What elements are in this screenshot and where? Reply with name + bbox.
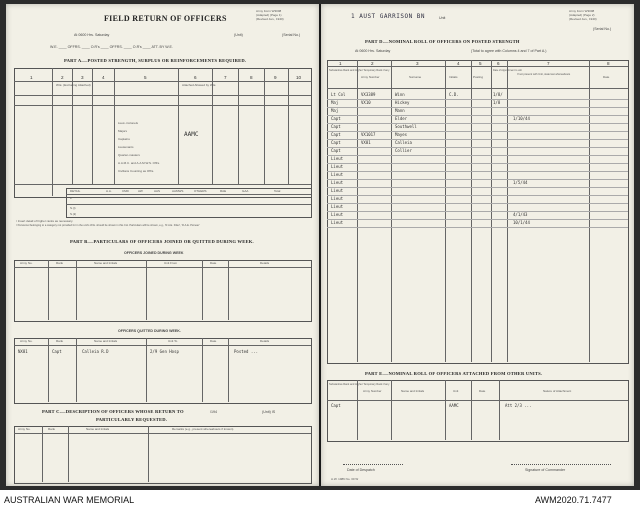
table-cell: Lieut [331,164,344,169]
form-title: FIELD RETURN OF OFFICERS [104,14,227,23]
col-8: 8 [250,75,253,80]
part-c-unit: (Unit) IS [262,410,276,414]
table-row [327,171,628,172]
quitted-col-name: Name and Initials [94,339,118,343]
table-cell: Capt [331,140,341,145]
d-head-rank: Substantive Rank and Higher Temporary Rank if any [329,69,390,72]
part-a-title: PART A.—POSTED STRENGTH, SURPLUS OR REINFORCEMENTS REQUIRED. [64,58,247,63]
rank-qm: Quarter-masters [118,153,140,157]
rank-majors: Majors [118,129,128,133]
quitted-row-unit: 2/9 Gen Hosp [150,349,179,354]
detail-row-f: F. [70,196,73,200]
table-cell: Maj [331,100,339,105]
col-2: 2 [61,75,64,80]
rank-aamc: A.A.M.C. and A.A.M.W.S. Offrs. [118,161,160,165]
quitted-col-details: Details [260,339,270,343]
quitted-title: OFFICERS QUITTED DURING WEEK. [118,329,181,333]
table-cell: 1/8 [493,100,501,105]
detail-rae: RAE [220,189,227,193]
joined-col-name: Name and Initials [94,261,118,265]
table-cell: Hickey [395,100,410,105]
detail-head: DETAIL [70,189,81,193]
footer [0,490,640,510]
quitted-col-unit: Unit To [168,339,178,343]
part-c-col-rank: Rank [48,427,56,431]
quitted-row-armyno: NX81 [18,349,28,354]
joined-title: OFFICERS JOINED DURING WEEK [124,251,184,255]
part-d-title: PART D.—NOMINAL ROLL OF OFFICERS ON POSTED STRENGTH [365,39,520,44]
quitted-row-details: Posted ... [234,349,259,354]
part-d-line: At 0600 Hrs. Saturday [355,49,391,53]
table-row [327,219,628,220]
table-cell: 1/8/ [493,92,503,97]
d-col-7: 7 [547,61,550,66]
detail-total: Total [274,189,281,193]
rank-ltcol: Lieut.-Colonels [118,121,139,125]
e-head-unit: Unit [453,389,459,393]
col-9: 9 [274,75,277,80]
rank-lieutenants: Lieutenants [118,145,134,149]
part-a-table [14,68,312,198]
table-row [327,107,628,108]
rank-civilians: Civilians Counting as Offrs. [118,169,155,173]
d-head-posting: Posting [473,75,484,79]
table-cell: 4/1/43 [513,212,528,217]
d-col-6: 6 [497,61,500,66]
subhead-we: W.E. (Excluding Attached) [56,83,91,87]
joined-col-details: Details [260,261,270,265]
table-cell: Lieut [331,212,344,217]
part-c-title: PART C.—DESCRIPTION OF OFFICERS WHOSE RETURN TO [42,409,184,414]
table-cell: Collier [395,148,412,153]
d-head-surname: Surname [409,75,422,79]
d-col-1: 1 [339,61,342,66]
table-row [327,211,628,212]
we-line: W.E. ____ OFFRS. ____ O.R's ____ OFFRS. ____ O.R's ____ ATT. BY W.E. [50,45,173,49]
table-cell: Capt [331,116,341,121]
d-head-initials: Initials [449,75,458,79]
handwritten-aamc: AAMC [184,131,199,138]
right-page [321,4,634,486]
joined-col-armyno: Army No. [20,261,33,265]
d-col-4: 4 [457,61,460,66]
detail-cmd: CMD [122,189,129,193]
part-a-note-2: ² Personnel belonging to a category not provided for in the unit's W.E. should be shown in this Col. Particulars will be shown, e.g., 'R.A.E. Fitter', 'R.A.E. Pioneer' [16,224,200,227]
col-3: 3 [81,75,84,80]
serial-label: (Serial No.) [282,33,301,37]
table-cell: Calleia [395,140,412,145]
table-cell: Mann [395,108,405,113]
unit-label: (Unit) [234,33,243,37]
detail-aw: AW [138,189,143,193]
col-7: 7 [224,75,227,80]
detail-aa: A.A. [106,189,112,193]
table-cell: Lieut [331,204,344,209]
quitted-col-date: Date [210,339,217,343]
unit-line: At 0600 Hrs. Saturday [74,33,110,37]
table-row [327,99,628,100]
table-cell: Lieut [331,172,344,177]
form-ref-right-2: (Adapted) (Page 2) [569,13,595,17]
table-cell: Maj [331,108,339,113]
table-cell: Mayes [395,132,408,137]
quitted-col-rank: Rank [56,339,64,343]
quitted-row-rank: Capt [52,349,62,354]
e-head-date: Date [479,389,486,393]
quitted-row-name: Calleia R.D [82,349,109,354]
form-ref-right-3: (Revised Jan., 1940) [569,17,597,21]
footer-accession: AWM2020.71.7477 [535,495,612,505]
table-row [327,187,628,188]
e-row-unit: AAMC [449,403,459,408]
table-cell: 1/10/44 [513,116,530,121]
e-head-nature: Nature of Attachment [543,389,572,393]
table-row [327,163,628,164]
unit-label-right: Unit [439,16,446,20]
table-row [327,115,628,116]
serial-label-right: (Serial No.) [593,27,612,31]
col-5: 5 [144,75,147,80]
d-col-3: 3 [416,61,419,66]
table-cell: 10/1/44 [513,220,530,225]
part-c-col-remarks: Remarks (e.g., present whereabouts if known) [172,427,234,431]
table-cell: Capt [331,132,341,137]
table-cell: VX81 [361,140,371,145]
part-c-title2: PARTICULARLY REQUESTED. [96,417,168,422]
col-4: 4 [102,75,105,80]
e-head-name: Name and Initials [401,389,425,393]
form-ref-3: (Revised Jan., 1940) [256,17,284,21]
part-c-col-name: Name and Initials [86,427,110,431]
d-head-whereabouts: If not present with Unit, state last whereabouts [517,73,571,76]
table-cell: Winn [395,92,405,97]
detail-aas: AAS [154,189,161,193]
col-1: 1 [30,75,33,80]
form-ref-1: Army Form W3008 [256,9,282,13]
table-row [327,139,628,140]
joined-table [14,260,312,322]
d-col-8: 8 [607,61,610,66]
table-cell: 1/5/44 [513,180,528,185]
joined-col-unit: Unit From [164,261,178,265]
form-code: A.W. 1986 No. 30 W [331,477,359,481]
e-row-nature: Att 2/3 ... [505,403,532,408]
table-cell: Elder [395,116,408,121]
d-head-armyno: Army Number [361,75,380,79]
table-row [327,203,628,204]
signature-label: Signature of Commander [525,468,566,472]
table-cell: Capt [331,148,341,153]
left-page [6,4,319,486]
part-a-note-1: ¹ Insert detail of higher ranks as necessary. [16,219,74,223]
e-head-rank: Substantive Rank and Higher Temporary Rank if any [329,383,390,386]
joined-col-date: Date [210,261,217,265]
table-cell: VX10 [361,100,371,105]
detail-aamws: AAMWS [172,189,184,193]
part-c-table [14,426,312,484]
table-cell: Lieut [331,196,344,201]
part-b-title: PART B.—PARTICULARS OF OFFICERS JOINED OR QUITTED DURING WEEK. [70,239,254,244]
part-c-col-armyno: Army No. [18,427,31,431]
col-6: 6 [194,75,197,80]
part-d-table [327,60,629,364]
rank-captains: Captains [118,137,130,141]
subhead-attached: Attached Allowed by W.E. [182,83,217,87]
d-col-5: 5 [479,61,482,66]
table-cell: C.D. [449,92,459,97]
table-cell: Capt [331,124,341,129]
form-ref-right-1: Army Form W3008 [569,9,595,13]
detail-others: OTHERS [194,189,207,193]
d-head-doa: Date of Appointment to unit [493,69,522,72]
joined-col-rank: Rank [56,261,64,265]
d-head-date: Date [603,75,610,79]
part-c-year: /194 [210,410,217,414]
table-row [327,195,628,196]
date-of-despatch: Date of Despatch [347,468,375,472]
detail-row-s1: S.(i) [70,206,76,210]
unit-heading: 1 AUST GARRISON BN [351,13,426,20]
e-head-armyno: Army Number [363,389,382,393]
e-row-rank: Capt [331,403,341,408]
table-cell: Southwell [395,124,417,129]
form-ref-2: (Adapted) (Page 1) [256,13,282,17]
table-cell: Lieut [331,220,344,225]
table-row [327,147,628,148]
col-10: 10 [296,75,302,80]
table-row [327,179,628,180]
table-row [327,123,628,124]
footer-institution: AUSTRALIAN WAR MEMORIAL [4,495,135,505]
quitted-table [14,338,312,404]
table-row [327,155,628,156]
table-cell: Lieut [331,188,344,193]
part-e-title: PART E.—NOMINAL ROLL OF OFFICERS ATTACHED FROM OTHER UNITS. [365,371,543,376]
table-row [327,227,628,228]
detail-gaa: GAA [242,189,249,193]
quitted-col-armyno: Army No. [20,339,33,343]
table-cell: Lt Col [331,92,346,97]
table-cell: Lieut [331,180,344,185]
table-cell: Lieut [331,156,344,161]
table-cell: VX1017 [361,132,376,137]
table-cell: VX3389 [361,92,376,97]
d-col-2: 2 [371,61,374,66]
part-d-note: (Total to agree with Columns 4 and 7 of Part A.) [471,49,547,53]
detail-row-s2: S.(ii) [70,212,77,216]
